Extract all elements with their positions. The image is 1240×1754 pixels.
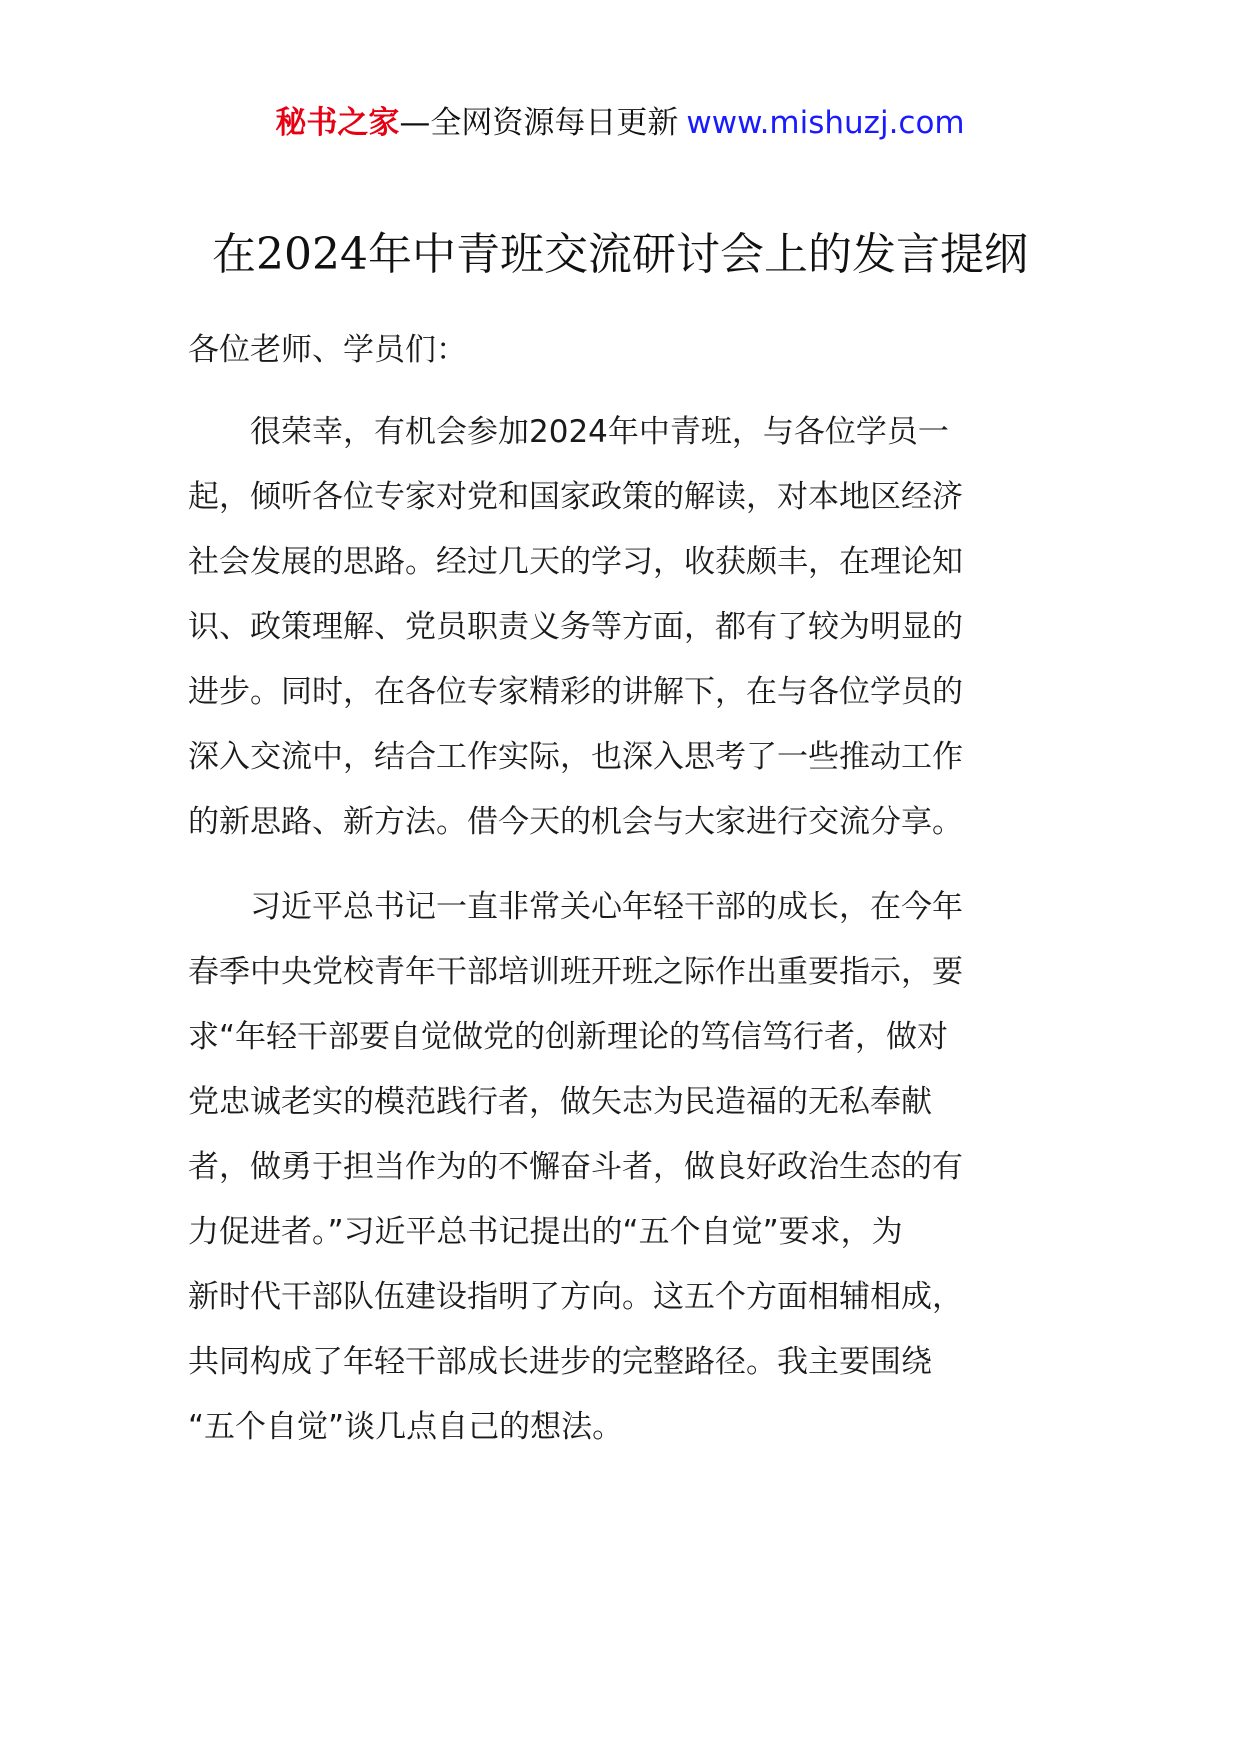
- salutation: 各位老师、学员们：: [188, 332, 467, 368]
- paragraph-1: [188, 400, 1056, 855]
- paragraph-line: 求“年轻干部要自觉做党的创新理论的笃信笃行者，做对: [188, 1019, 949, 1055]
- paragraph-2: [188, 875, 1056, 1460]
- paragraph-line: “五个自觉”谈几点自己的想法。: [188, 1409, 624, 1445]
- paragraph-line: 进步。同时，在各位专家精彩的讲解下，在与各位学员的: [188, 674, 963, 710]
- tagline: —全网资源每日更新: [399, 105, 679, 141]
- paragraph-line: 起，倾听各位专家对党和国家政策的解读，对本地区经济: [188, 479, 963, 515]
- paragraph-line: 习近平总书记一直非常关心年轻干部的成长，在今年: [250, 889, 963, 925]
- site-url-link[interactable]: www.mishuzj.com: [686, 105, 965, 141]
- paragraph-line: 社会发展的思路。经过几天的学习，收获颇丰，在理论知: [188, 544, 963, 580]
- paragraph-line: 春季中央党校青年干部培训班开班之际作出重要指示，要: [188, 954, 963, 990]
- paragraph-line: 新时代干部队伍建设指明了方向。这五个方面相辅相成，: [188, 1279, 963, 1315]
- paragraph-line: 深入交流中，结合工作实际，也深入思考了一些推动工作: [188, 739, 963, 775]
- site-header: [0, 98, 1240, 148]
- paragraph-line: 者，做勇于担当作为的不懈奋斗者，做良好政治生态的有: [188, 1149, 963, 1185]
- paragraph-line: 党忠诚老实的模范践行者，做矢志为民造福的无私奉献: [188, 1084, 932, 1120]
- paragraph-line: 的新思路、新方法。借今天的机会与大家进行交流分享。: [188, 804, 963, 840]
- paragraph-line: 识、政策理解、党员职责义务等方面，都有了较为明显的: [188, 609, 963, 645]
- paragraph-line: 共同构成了年轻干部成长进步的完整路径。我主要围绕: [188, 1344, 932, 1380]
- paragraph-line: 力促进者。”习近平总书记提出的“五个自觉”要求，为: [188, 1214, 903, 1250]
- document-title: 在2024年中青班交流研讨会上的发言提纲: [212, 229, 1028, 280]
- brand-name: 秘书之家: [275, 105, 400, 141]
- document-body: [188, 320, 1056, 1460]
- paragraph-line: 很荣幸，有机会参加2024年中青班，与各位学员一: [250, 414, 949, 450]
